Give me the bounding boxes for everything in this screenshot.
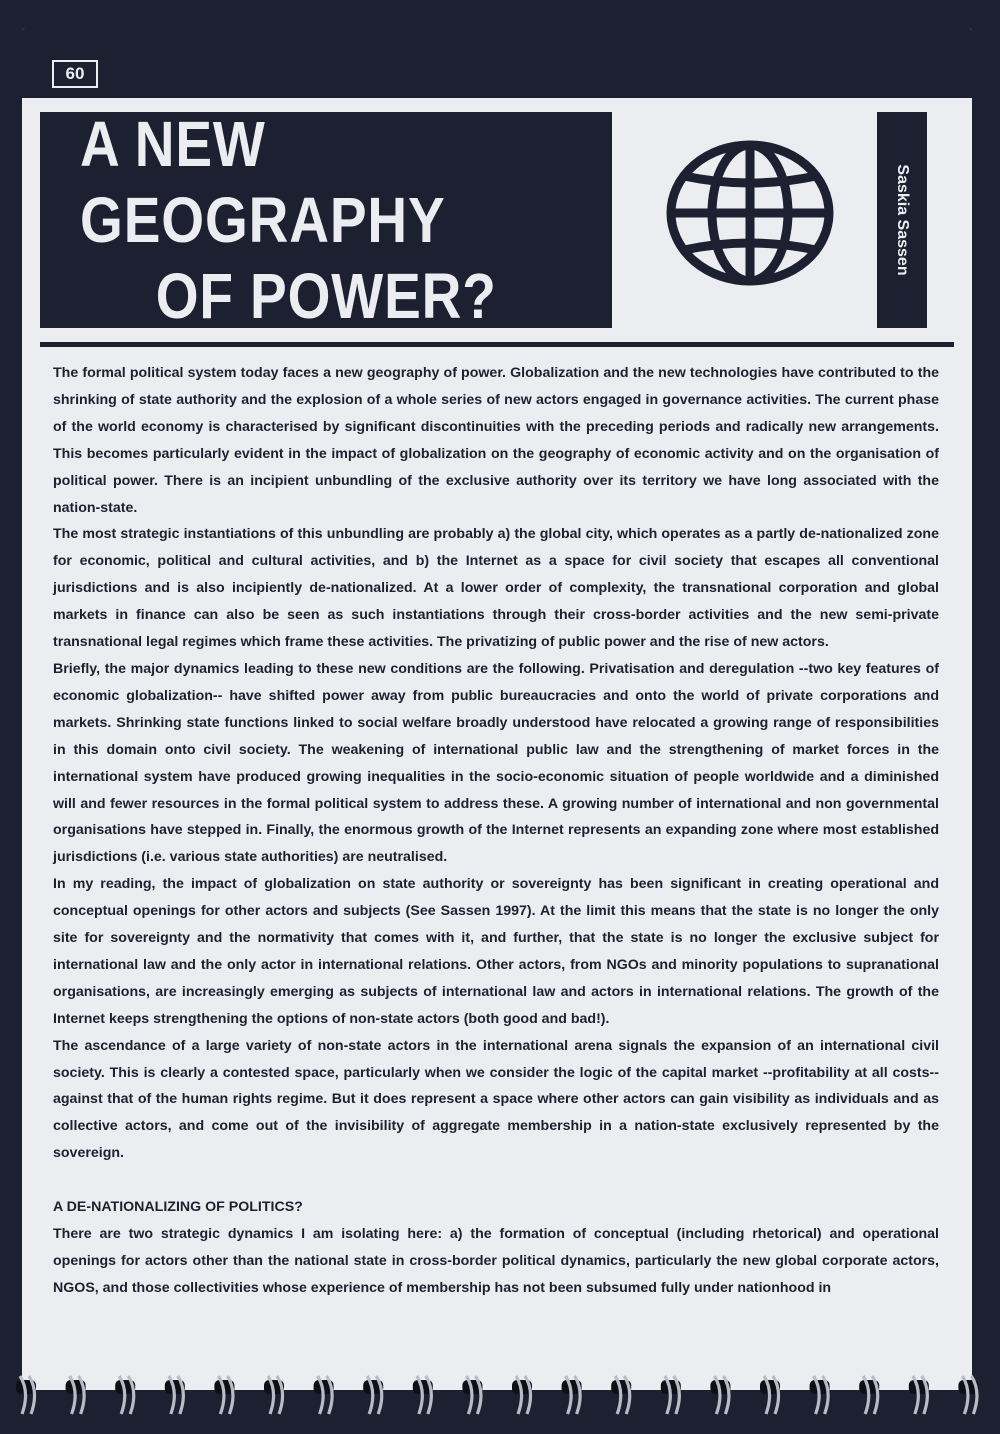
section-paragraph: There are two strategic dynamics I am isolating here: a) the formation of conceptual (including rhetorical) and operational openings for actors other than the national state in cross-border political dynamics, particularly the new global corporate actors, NGOS, and those collectivities whose experience of membership has not been subsumed fully under nationhood in	[53, 1225, 939, 1296]
binding-ring	[462, 1376, 482, 1414]
paragraph-1: The formal political system today faces a new geography of power. Globalization and the new technologies have contributed to the shrinking of state authority and the explosion of a whole series of new actors engaged in governance activities. The current phase of the world economy is characterised by significant discontinuities with the preceding periods and radically new arrangements. This becomes particularly evident in the impact of globalization on the geography of economic activity and on the organisation of political power. There is an incipient unbundling of the exclusive authority over its territory we have long associated with the nation-state.	[53, 365, 939, 516]
binding-ring	[760, 1376, 780, 1414]
binding-ring	[661, 1376, 681, 1414]
author-box	[877, 112, 927, 328]
binding-ring	[562, 1376, 582, 1414]
binding-ring	[512, 1376, 532, 1414]
binding-ring	[363, 1376, 383, 1414]
title-box	[40, 108, 612, 332]
title-line-1: A NEW GEOGRAPHY	[80, 108, 446, 256]
magazine-page	[22, 28, 972, 1390]
binding-ring	[16, 1376, 36, 1414]
article-header	[22, 98, 972, 356]
binding-ring	[810, 1376, 830, 1414]
spiral-binding	[0, 1368, 1000, 1434]
author-name: Saskia Sassen	[894, 164, 911, 276]
top-band	[22, 28, 972, 98]
paragraph-5: The ascendance of a large variety of non-state actors in the international arena signals the expansion of an international civil society. This is clearly a contested space, particularly when we consider the logic of the capital market --profitability at all costs-- against that of the human rights regime. But it does represent a space where other actors can gain visibility as individuals and as collective actors, and come out of the invisibility of aggregate membership in a nation-state exclusively represented by the sovereign.	[53, 1037, 939, 1162]
binding-ring	[710, 1376, 730, 1414]
binding-ring	[66, 1376, 86, 1414]
paragraph-2: The most strategic instantiations of this unbundling are probably a) the global city, which operates as a partly de-nationalized zone for economic, political and cultural activities, and b) the Internet as a space for civil society that escapes all conventional jurisdictions and is also incipiently de-nationalized. At a lower order of complexity, the transnational corporation and global markets in finance can also be seen as such instantiations through their cross-border activities and the new semi-private transnational legal regimes which frame these activities. The privatizing of public power and the rise of new actors.	[53, 526, 939, 651]
title-line-2: OF POWER?	[155, 260, 497, 332]
binding-ring	[214, 1376, 234, 1414]
paragraph-3: Briefly, the major dynamics leading to these new conditions are the following. Privatisation and deregulation --two key features of economic globalization-- have shifted power away from public bureaucracies and onto the world of private corporations and markets. Shrinking state functions linked to social welfare broadly understood have relocated a growing range of responsibilities in this domain onto civil society. The weakening of international public law and the strengthening of market forces in the international system have produced growing inequalities in the socio-economic situation of people worldwide and a diminished will and fewer resources in the formal political system to address these. A growing number of international and non governmental organisations have stepped in. Finally, the enormous growth of the Internet represents an expanding zone where most established jurisdictions (i.e. various state authorities) are neutralised.	[53, 660, 939, 866]
article-body	[53, 360, 939, 1302]
paragraph-4: In my reading, the impact of globalization on state authority or sovereignty has been significant in creating operational and conceptual openings for other actors and subjects (See Sassen 1997). At the limit this means that the state is no longer the only site for sovereignty and the normativity that comes with it, and further, that the state is no longer the exclusive subject for international law and the only actor in international relations. Other actors, from NGOs and minority populations to supranational organisations, are increasingly emerging as subjects of international law and actors in international relations. The growth of the Internet keeps strengthening the options of non-state actors (both good and bad!).	[53, 876, 939, 1027]
globe-icon	[662, 138, 838, 288]
page-number: 60	[52, 60, 98, 88]
binding-ring	[264, 1376, 284, 1414]
binding-ring	[165, 1376, 185, 1414]
binding-ring	[958, 1376, 978, 1414]
binding-ring	[314, 1376, 334, 1414]
binding-ring	[115, 1376, 135, 1414]
section-heading: A DE-NATIONALIZING OF POLITICS?	[53, 1199, 303, 1216]
header-divider	[40, 342, 954, 347]
binding-ring	[909, 1376, 929, 1414]
binding-ring	[859, 1376, 879, 1414]
binding-ring	[413, 1376, 433, 1414]
binding-ring	[611, 1376, 631, 1414]
